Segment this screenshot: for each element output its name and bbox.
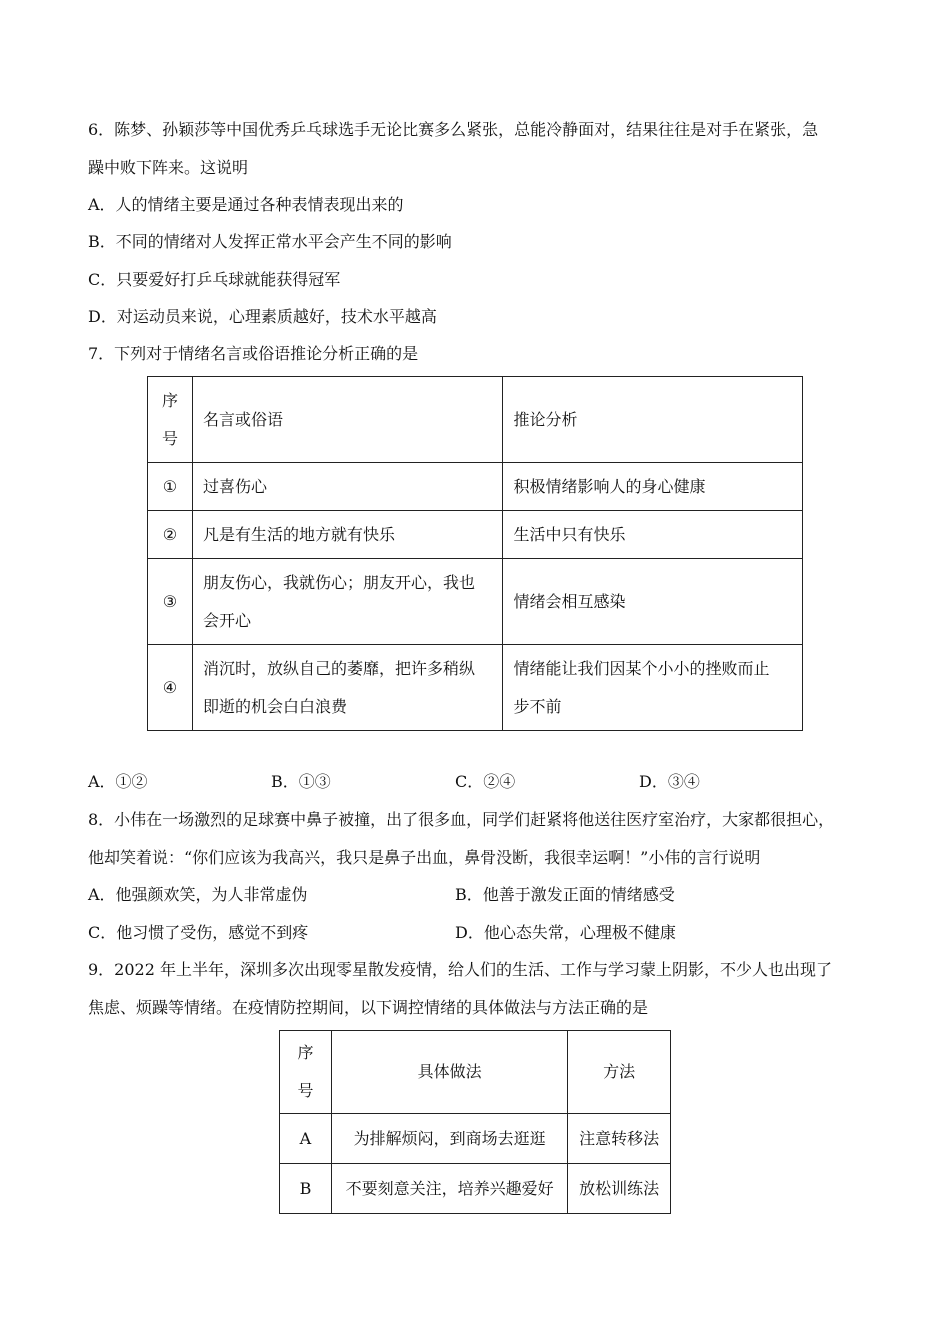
q7-row-saying: 过喜伤心 — [192, 463, 503, 511]
q9-header-num-line2: 号 — [297, 1081, 314, 1100]
q7-row-analysis: 生活中只有快乐 — [503, 511, 803, 559]
q7-option-c[interactable]: C．②④ — [455, 772, 516, 791]
q9-table — [279, 1030, 671, 1214]
table-row — [148, 559, 803, 645]
q9-header-num — [280, 1031, 332, 1114]
q6-stem-line1: 6．陈梦、孙颖莎等中国优秀乒乓球选手无论比赛多么紧张，总能冷静面对，结果往往是对手在紧张，急 — [88, 120, 819, 139]
q6-option-c[interactable]: C．只要爱好打乒乓球就能获得冠军 — [88, 270, 341, 289]
q7-row-num: ② — [148, 511, 193, 559]
table-row — [148, 645, 803, 731]
q7-table — [147, 376, 803, 731]
q9-header-row — [280, 1031, 671, 1114]
q6-option-b[interactable]: B．不同的情绪对人发挥正常水平会产生不同的影响 — [88, 232, 452, 251]
q7-row-saying-line2: 即逝的机会白白浪费 — [202, 696, 347, 716]
table-row — [148, 463, 803, 511]
q8-option-b[interactable]: B．他善于激发正面的情绪感受 — [455, 885, 675, 904]
q7-row-analysis — [503, 645, 803, 731]
q6-stem-line2: 躁中败下阵来。这说明 — [88, 158, 249, 177]
q9-header-practice: 具体做法 — [331, 1031, 567, 1114]
q9-header-method: 方法 — [568, 1031, 671, 1114]
q9-row-practice: 为排解烦闷，到商场去逛逛 — [331, 1114, 567, 1164]
q7-row-analysis-line2: 步不前 — [513, 696, 562, 716]
q7-header-row — [148, 377, 803, 463]
table-row — [280, 1114, 671, 1164]
q7-row-analysis: 积极情绪影响人的身心健康 — [503, 463, 803, 511]
q7-row-saying — [192, 645, 503, 731]
q8-option-d[interactable]: D．他心态失常，心理极不健康 — [455, 923, 676, 942]
q6-option-a[interactable]: A．人的情绪主要是通过各种表情表现出来的 — [88, 195, 404, 214]
q6-option-d[interactable]: D．对运动员来说，心理素质越好，技术水平越高 — [88, 307, 437, 326]
q7-stem: 7．下列对于情绪名言或俗语推论分析正确的是 — [88, 344, 419, 363]
table-row — [280, 1164, 671, 1214]
q7-option-a[interactable]: A．①② — [88, 772, 148, 791]
q8-option-c[interactable]: C．他习惯了受伤，感觉不到疼 — [88, 923, 309, 942]
q7-row-analysis-line1: 情绪能让我们因某个小小的挫败而止 — [513, 658, 770, 678]
q7-row-saying-line1: 消沉时，放纵自己的萎靡，把许多稍纵 — [202, 658, 475, 678]
q7-header-analysis: 推论分析 — [503, 377, 803, 463]
q7-row-saying — [192, 559, 503, 645]
q7-row-num: ④ — [148, 645, 193, 731]
q7-row-saying-line2: 会开心 — [202, 610, 251, 630]
q9-row-method: 放松训练法 — [568, 1164, 671, 1214]
q7-row-num: ③ — [148, 559, 193, 645]
q7-header-saying: 名言或俗语 — [192, 377, 503, 463]
q9-row-num: A — [280, 1114, 332, 1164]
q9-row-num: B — [280, 1164, 332, 1214]
table-row — [148, 511, 803, 559]
q9-stem-line2: 焦虑、烦躁等情绪。在疫情防控期间，以下调控情绪的具体做法与方法正确的是 — [88, 998, 649, 1017]
q7-row-saying: 凡是有生活的地方就有快乐 — [192, 511, 503, 559]
q7-row-num: ① — [148, 463, 193, 511]
q9-row-practice: 不要刻意关注，培养兴趣爱好 — [331, 1164, 567, 1214]
q8-stem-line1: 8．小伟在一场激烈的足球赛中鼻子被撞，出了很多血，同学们赶紧将他送往医疗室治疗，大家都很担心， — [88, 810, 835, 829]
q9-row-method: 注意转移法 — [568, 1114, 671, 1164]
q7-header-num-line1: 序 — [161, 390, 178, 410]
q7-option-b[interactable]: B．①③ — [271, 772, 331, 791]
q9-header-num-line1: 序 — [297, 1043, 314, 1062]
q7-row-analysis: 情绪会相互感染 — [503, 559, 803, 645]
q8-stem-line2: 他却笑着说：“你们应该为我高兴，我只是鼻子出血，鼻骨没断，我很幸运啊！”小伟的言行说明 — [88, 848, 761, 867]
q7-option-d[interactable]: D．③④ — [639, 772, 700, 791]
q9-stem-line1: 9．2022 年上半年，深圳多次出现零星散发疫情，给人们的生活、工作与学习蒙上阴影，不少人也出现了 — [88, 960, 832, 979]
q7-header-num — [148, 377, 193, 463]
q8-option-a[interactable]: A．他强颜欢笑，为人非常虚伪 — [88, 885, 308, 904]
q7-header-num-line2: 号 — [161, 428, 178, 448]
q7-row-saying-line1: 朋友伤心，我就伤心；朋友开心，我也 — [202, 572, 475, 592]
